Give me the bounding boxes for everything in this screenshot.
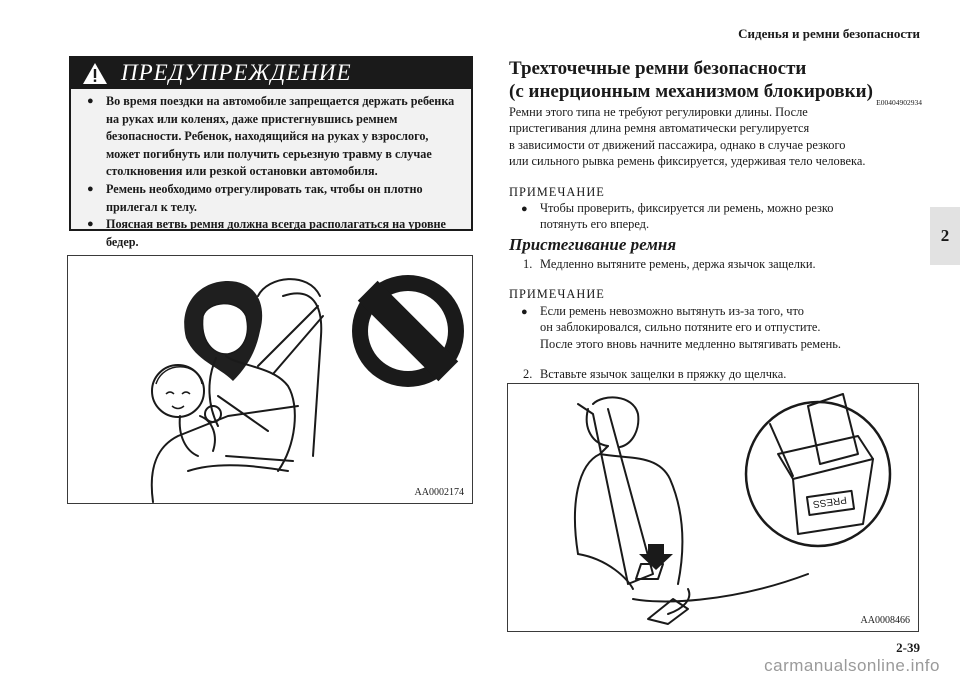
warning-triangle-icon	[82, 62, 108, 85]
page-number: 2-39	[896, 640, 920, 655]
section-title	[509, 57, 929, 103]
figure-code: AA0008466	[860, 615, 910, 626]
step-number: 2.	[523, 367, 533, 382]
illustration-buckle	[507, 383, 919, 632]
warning-item	[81, 93, 465, 181]
steps-block	[509, 256, 919, 382]
section-title-line: (с инерционным механизмом блокировки)	[509, 81, 873, 102]
warning-line: безопасности. Ребенок, находящийся на руках у взрослого,	[106, 129, 429, 144]
note-item	[509, 303, 919, 352]
watermark[interactable]: carmanualsonline.info	[764, 656, 940, 675]
buckle-press-label: PRESS	[812, 493, 848, 510]
body-line: в зависимости от движений пассажира, однако в случае резкого	[509, 137, 846, 152]
illustration-child-on-lap	[67, 255, 473, 504]
warning-list	[81, 93, 465, 251]
step-number: 1.	[523, 257, 533, 271]
bullet-icon: ●	[87, 182, 94, 195]
body-line: пристегивания длина ремня автоматически регулируется	[509, 121, 810, 136]
buckle-drawing	[508, 384, 918, 631]
step-2	[509, 366, 919, 382]
warning-item	[81, 216, 465, 251]
warning-line: на руках или коленях, даже пристегнувшись ремнем	[106, 111, 398, 126]
subheading: Пристегивание ремня	[509, 235, 677, 254]
warning-line: Поясная ветвь ремня должна всегда располагаться на уровне	[106, 217, 446, 232]
warning-header	[71, 58, 471, 89]
note-line: Если ремень невозможно вытянуть из-за того, что	[540, 303, 804, 318]
note-line: потянуть его вперед.	[540, 217, 650, 232]
note-label: ПРИМЕЧАНИЕ	[509, 287, 605, 302]
warning-line: прилегал к телу.	[106, 199, 197, 214]
bullet-icon: ●	[87, 95, 94, 107]
warning-line: бедер.	[106, 234, 139, 249]
warning-item	[81, 181, 465, 216]
bullet-icon: ●	[521, 305, 528, 318]
section-body	[509, 104, 919, 233]
warning-line: Во время поездки на автомобиле запрещается держать ребенка	[106, 94, 455, 108]
bullet-icon: ●	[87, 218, 94, 231]
child-on-lap-drawing	[68, 256, 472, 503]
warning-line: Ремень необходимо отрегулировать так, чтобы он плотно	[106, 181, 423, 196]
note-line: Чтобы проверить, фиксируется ли ремень, можно резко	[540, 201, 834, 216]
warning-line: столкновения или резкой остановки автомобиля.	[106, 164, 378, 179]
bullet-icon: ●	[521, 203, 528, 216]
step-text: Вставьте язычок защелки в пряжку до щелчка.	[540, 367, 787, 382]
step-1	[509, 256, 919, 272]
running-header: Сиденья и ремни безопасности	[738, 26, 920, 41]
warning-line: может погибнуть или получить серьезную травму в случае	[106, 146, 432, 161]
body-line: или сильного рывка ремень фиксируется, удерживая тело человека.	[509, 154, 866, 169]
section-title-line: Трехточечные ремни безопасности	[509, 58, 807, 79]
body-line: Ремни этого типа не требуют регулировки длины. После	[509, 105, 808, 119]
step-text: Медленно вытяните ремень, держа язычок защелки.	[540, 257, 816, 271]
warning-box	[69, 56, 473, 249]
warning-label: ПРЕДУПРЕЖДЕНИЕ	[121, 60, 352, 85]
chapter-tab[interactable]: 2	[930, 207, 960, 265]
note-line: После этого вновь начните медленно вытягивать ремень.	[540, 336, 841, 351]
section-code: E00404902934	[876, 98, 922, 107]
note-label: ПРИМЕЧАНИЕ	[509, 184, 605, 199]
note-item	[509, 200, 919, 233]
note-line: он заблокировался, сильно потяните его и отпустите.	[540, 320, 821, 335]
figure-code: AA0002174	[414, 487, 464, 498]
